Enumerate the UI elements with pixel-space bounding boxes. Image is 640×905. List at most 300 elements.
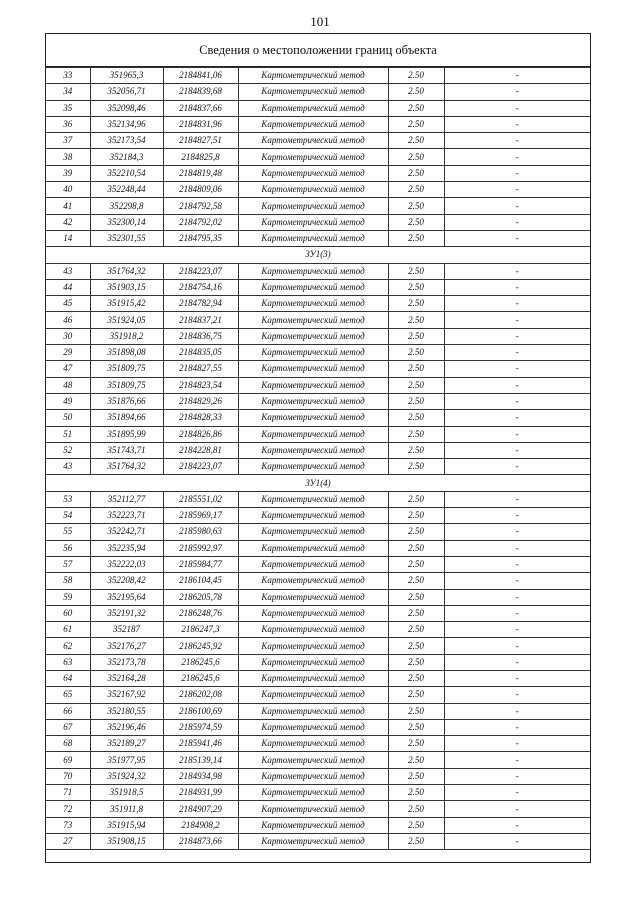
coord-y-cell: 2186248,76: [163, 605, 238, 621]
method-cell: Картометрический метод: [238, 100, 388, 116]
table-row: [46, 622, 590, 638]
accuracy-cell: 2.50: [388, 198, 444, 214]
table-row: [46, 165, 590, 181]
table-row: [46, 801, 590, 817]
coord-x-cell: 352098,46: [90, 100, 163, 116]
table-row: [46, 377, 590, 393]
point-number-cell: 49: [46, 393, 90, 409]
note-cell: -: [444, 100, 590, 116]
coord-x-cell: 351915,94: [90, 817, 163, 833]
coord-x-cell: 351918,5: [90, 785, 163, 801]
point-number-cell: 54: [46, 508, 90, 524]
method-cell: Картометрический метод: [238, 133, 388, 149]
point-number-cell: 43: [46, 263, 90, 279]
note-cell: -: [444, 638, 590, 654]
note-cell: -: [444, 133, 590, 149]
accuracy-cell: 2.50: [388, 214, 444, 230]
accuracy-cell: 2.50: [388, 312, 444, 328]
coord-y-cell: 2184825,8: [163, 149, 238, 165]
table-row: [46, 817, 590, 833]
method-cell: Картометрический метод: [238, 230, 388, 246]
method-cell: Картометрический метод: [238, 524, 388, 540]
point-number-cell: 67: [46, 719, 90, 735]
accuracy-cell: 2.50: [388, 687, 444, 703]
table-row: [46, 410, 590, 426]
coord-x-cell: 351911,8: [90, 801, 163, 817]
method-cell: Картометрический метод: [238, 752, 388, 768]
note-cell: -: [444, 426, 590, 442]
coord-x-cell: 352167,92: [90, 687, 163, 703]
coord-y-cell: 2184827,55: [163, 361, 238, 377]
table-row: [46, 393, 590, 409]
point-number-cell: 38: [46, 149, 90, 165]
coord-x-cell: 351965,3: [90, 68, 163, 84]
table-row: [46, 540, 590, 556]
table-row: [46, 752, 590, 768]
coord-y-cell: 2184826,86: [163, 426, 238, 442]
coord-x-cell: 352056,71: [90, 84, 163, 100]
coord-y-cell: 2184831,96: [163, 116, 238, 132]
note-cell: -: [444, 703, 590, 719]
accuracy-cell: 2.50: [388, 230, 444, 246]
point-number-cell: 63: [46, 654, 90, 670]
point-number-cell: 53: [46, 491, 90, 507]
point-number-cell: 44: [46, 279, 90, 295]
accuracy-cell: 2.50: [388, 752, 444, 768]
method-cell: Картометрический метод: [238, 459, 388, 475]
coord-y-cell: 2184223,07: [163, 459, 238, 475]
coord-y-cell: 2184836,75: [163, 328, 238, 344]
note-cell: -: [444, 833, 590, 849]
coord-y-cell: 2184782,94: [163, 296, 238, 312]
coord-y-cell: 2184931,99: [163, 785, 238, 801]
note-cell: -: [444, 230, 590, 246]
note-cell: -: [444, 442, 590, 458]
point-number-cell: 55: [46, 524, 90, 540]
point-number-cell: 59: [46, 589, 90, 605]
note-cell: -: [444, 752, 590, 768]
method-cell: Картометрический метод: [238, 84, 388, 100]
coord-y-cell: 2186247,3: [163, 622, 238, 638]
coord-x-cell: 352189,27: [90, 736, 163, 752]
method-cell: Картометрический метод: [238, 345, 388, 361]
note-cell: -: [444, 589, 590, 605]
note-cell: -: [444, 817, 590, 833]
coord-y-cell: 2186100,69: [163, 703, 238, 719]
table-row: [46, 230, 590, 246]
coord-y-cell: 2184809,06: [163, 182, 238, 198]
table-row: [46, 459, 590, 475]
method-cell: Картометрический метод: [238, 719, 388, 735]
coord-x-cell: 351898,08: [90, 345, 163, 361]
note-cell: -: [444, 801, 590, 817]
coord-x-cell: 351924,32: [90, 768, 163, 784]
note-cell: -: [444, 785, 590, 801]
point-number-cell: 57: [46, 556, 90, 572]
point-number-cell: 62: [46, 638, 90, 654]
coord-x-cell: 351903,15: [90, 279, 163, 295]
table-row: [46, 670, 590, 686]
accuracy-cell: 2.50: [388, 622, 444, 638]
coordinates-table-body: [46, 68, 590, 850]
note-cell: -: [444, 263, 590, 279]
accuracy-cell: 2.50: [388, 768, 444, 784]
coord-x-cell: 352208,42: [90, 573, 163, 589]
accuracy-cell: 2.50: [388, 361, 444, 377]
note-cell: -: [444, 573, 590, 589]
note-cell: -: [444, 687, 590, 703]
accuracy-cell: 2.50: [388, 149, 444, 165]
table-row: [46, 345, 590, 361]
point-number-cell: 60: [46, 605, 90, 621]
coord-x-cell: 352134,96: [90, 116, 163, 132]
coord-y-cell: 2186104,45: [163, 573, 238, 589]
accuracy-cell: 2.50: [388, 182, 444, 198]
coord-y-cell: 2185974,59: [163, 719, 238, 735]
coord-y-cell: 2186245,92: [163, 638, 238, 654]
method-cell: Картометрический метод: [238, 377, 388, 393]
accuracy-cell: 2.50: [388, 426, 444, 442]
accuracy-cell: 2.50: [388, 84, 444, 100]
table-row: [46, 605, 590, 621]
coord-y-cell: 2185551,02: [163, 491, 238, 507]
coord-y-cell: 2186205,78: [163, 589, 238, 605]
table-row: [46, 508, 590, 524]
table-row: [46, 182, 590, 198]
coord-x-cell: 352180,55: [90, 703, 163, 719]
point-number-cell: 69: [46, 752, 90, 768]
table-row: [46, 198, 590, 214]
table-row: [46, 654, 590, 670]
method-cell: Картометрический метод: [238, 410, 388, 426]
coord-y-cell: 2184873,66: [163, 833, 238, 849]
accuracy-cell: 2.50: [388, 801, 444, 817]
point-number-cell: 65: [46, 687, 90, 703]
coord-x-cell: 351809,75: [90, 361, 163, 377]
coord-x-cell: 352173,78: [90, 654, 163, 670]
accuracy-cell: 2.50: [388, 508, 444, 524]
method-cell: Картометрический метод: [238, 670, 388, 686]
coord-y-cell: 2185980,63: [163, 524, 238, 540]
table-row: [46, 785, 590, 801]
table-row: [46, 312, 590, 328]
table-row: [46, 116, 590, 132]
coord-y-cell: 2185969,17: [163, 508, 238, 524]
coord-x-cell: 351977,95: [90, 752, 163, 768]
coord-x-cell: 352112,77: [90, 491, 163, 507]
coord-x-cell: 352164,28: [90, 670, 163, 686]
table-row: [46, 442, 590, 458]
coord-x-cell: 351895,99: [90, 426, 163, 442]
coord-y-cell: 2184795,35: [163, 230, 238, 246]
table-row: [46, 491, 590, 507]
coord-x-cell: 351876,66: [90, 393, 163, 409]
method-cell: Картометрический метод: [238, 279, 388, 295]
coord-y-cell: 2184827,51: [163, 133, 238, 149]
point-number-cell: 14: [46, 230, 90, 246]
accuracy-cell: 2.50: [388, 328, 444, 344]
coord-x-cell: 352242,71: [90, 524, 163, 540]
note-cell: -: [444, 279, 590, 295]
coord-x-cell: 352298,8: [90, 198, 163, 214]
method-cell: Картометрический метод: [238, 785, 388, 801]
coord-y-cell: 2184823,54: [163, 377, 238, 393]
method-cell: Картометрический метод: [238, 149, 388, 165]
accuracy-cell: 2.50: [388, 524, 444, 540]
note-cell: -: [444, 377, 590, 393]
point-number-cell: 64: [46, 670, 90, 686]
point-number-cell: 51: [46, 426, 90, 442]
point-number-cell: 72: [46, 801, 90, 817]
accuracy-cell: 2.50: [388, 833, 444, 849]
table-row: [46, 100, 590, 116]
accuracy-cell: 2.50: [388, 785, 444, 801]
coord-y-cell: 2184835,05: [163, 345, 238, 361]
method-cell: Картометрический метод: [238, 817, 388, 833]
table-row: [46, 703, 590, 719]
note-cell: -: [444, 622, 590, 638]
accuracy-cell: 2.50: [388, 736, 444, 752]
coord-x-cell: 351918,2: [90, 328, 163, 344]
coord-y-cell: 2184839,68: [163, 84, 238, 100]
table-row: [46, 328, 590, 344]
accuracy-cell: 2.50: [388, 540, 444, 556]
note-cell: -: [444, 296, 590, 312]
coord-y-cell: 2184837,21: [163, 312, 238, 328]
point-number-cell: 73: [46, 817, 90, 833]
note-cell: -: [444, 182, 590, 198]
table-row: [46, 719, 590, 735]
coord-x-cell: 352191,32: [90, 605, 163, 621]
note-cell: -: [444, 345, 590, 361]
accuracy-cell: 2.50: [388, 817, 444, 833]
table-row: [46, 133, 590, 149]
method-cell: Картометрический метод: [238, 508, 388, 524]
accuracy-cell: 2.50: [388, 459, 444, 475]
table-row: [46, 687, 590, 703]
note-cell: -: [444, 459, 590, 475]
note-cell: -: [444, 605, 590, 621]
point-number-cell: 48: [46, 377, 90, 393]
point-number-cell: 27: [46, 833, 90, 849]
method-cell: Картометрический метод: [238, 540, 388, 556]
method-cell: Картометрический метод: [238, 214, 388, 230]
coord-x-cell: 351915,42: [90, 296, 163, 312]
coord-y-cell: 2185139,14: [163, 752, 238, 768]
note-cell: -: [444, 361, 590, 377]
accuracy-cell: 2.50: [388, 410, 444, 426]
page-number: 101: [310, 14, 330, 29]
coord-x-cell: 352235,94: [90, 540, 163, 556]
coord-x-cell: 352222,03: [90, 556, 163, 572]
coord-y-cell: 2184837,66: [163, 100, 238, 116]
coord-y-cell: 2186245,6: [163, 670, 238, 686]
method-cell: Картометрический метод: [238, 605, 388, 621]
coord-x-cell: 352223,71: [90, 508, 163, 524]
note-cell: -: [444, 84, 590, 100]
point-number-cell: 29: [46, 345, 90, 361]
coord-x-cell: 352196,46: [90, 719, 163, 735]
point-number-cell: 50: [46, 410, 90, 426]
method-cell: Картометрический метод: [238, 442, 388, 458]
coord-x-cell: 351764,32: [90, 459, 163, 475]
point-number-cell: 45: [46, 296, 90, 312]
note-cell: -: [444, 165, 590, 181]
table-row: [46, 279, 590, 295]
accuracy-cell: 2.50: [388, 279, 444, 295]
coord-y-cell: 2186245,6: [163, 654, 238, 670]
coord-x-cell: 352187: [90, 622, 163, 638]
document-frame: [45, 33, 591, 863]
table-row: [46, 84, 590, 100]
method-cell: Картометрический метод: [238, 312, 388, 328]
coord-y-cell: 2184829,26: [163, 393, 238, 409]
table-row: [46, 833, 590, 849]
method-cell: Картометрический метод: [238, 736, 388, 752]
coord-x-cell: 352210,54: [90, 165, 163, 181]
coord-x-cell: 352176,27: [90, 638, 163, 654]
point-number-cell: 68: [46, 736, 90, 752]
accuracy-cell: 2.50: [388, 556, 444, 572]
method-cell: Картометрический метод: [238, 687, 388, 703]
coord-x-cell: 351743,71: [90, 442, 163, 458]
coord-x-cell: 352195,64: [90, 589, 163, 605]
accuracy-cell: 2.50: [388, 345, 444, 361]
note-cell: -: [444, 68, 590, 84]
note-cell: -: [444, 670, 590, 686]
note-cell: -: [444, 556, 590, 572]
table-row: [46, 573, 590, 589]
point-number-cell: 30: [46, 328, 90, 344]
table-row: [46, 736, 590, 752]
note-cell: -: [444, 198, 590, 214]
table-row: [46, 426, 590, 442]
coord-x-cell: 351764,32: [90, 263, 163, 279]
method-cell: Картометрический метод: [238, 361, 388, 377]
coord-y-cell: 2184841,06: [163, 68, 238, 84]
method-cell: Картометрический метод: [238, 198, 388, 214]
table-row: [46, 524, 590, 540]
table-row: [46, 556, 590, 572]
coord-y-cell: 2184228,81: [163, 442, 238, 458]
coord-y-cell: 2185941,46: [163, 736, 238, 752]
point-number-cell: 61: [46, 622, 90, 638]
method-cell: Картометрический метод: [238, 426, 388, 442]
accuracy-cell: 2.50: [388, 116, 444, 132]
coord-x-cell: 352173,54: [90, 133, 163, 149]
coordinates-table: [46, 67, 590, 850]
accuracy-cell: 2.50: [388, 133, 444, 149]
accuracy-cell: 2.50: [388, 68, 444, 84]
note-cell: -: [444, 736, 590, 752]
coord-x-cell: 351894,66: [90, 410, 163, 426]
accuracy-cell: 2.50: [388, 638, 444, 654]
coord-x-cell: 351908,15: [90, 833, 163, 849]
point-number-cell: 35: [46, 100, 90, 116]
method-cell: Картометрический метод: [238, 182, 388, 198]
method-cell: Картометрический метод: [238, 491, 388, 507]
note-cell: -: [444, 393, 590, 409]
accuracy-cell: 2.50: [388, 165, 444, 181]
accuracy-cell: 2.50: [388, 589, 444, 605]
coord-y-cell: 2186202,08: [163, 687, 238, 703]
section-row: [46, 247, 590, 263]
accuracy-cell: 2.50: [388, 377, 444, 393]
table-row: [46, 263, 590, 279]
method-cell: Картометрический метод: [238, 263, 388, 279]
accuracy-cell: 2.50: [388, 654, 444, 670]
coord-y-cell: 2184792,02: [163, 214, 238, 230]
accuracy-cell: 2.50: [388, 605, 444, 621]
note-cell: -: [444, 654, 590, 670]
coord-y-cell: 2184792,58: [163, 198, 238, 214]
table-row: [46, 149, 590, 165]
note-cell: -: [444, 540, 590, 556]
table-row: [46, 214, 590, 230]
point-number-cell: 52: [46, 442, 90, 458]
coord-x-cell: 352184,3: [90, 149, 163, 165]
method-cell: Картометрический метод: [238, 768, 388, 784]
point-number-cell: 33: [46, 68, 90, 84]
coord-y-cell: 2185984,77: [163, 556, 238, 572]
point-number-cell: 34: [46, 84, 90, 100]
method-cell: Картометрический метод: [238, 556, 388, 572]
method-cell: Картометрический метод: [238, 638, 388, 654]
coord-x-cell: 351809,75: [90, 377, 163, 393]
method-cell: Картометрический метод: [238, 589, 388, 605]
coord-y-cell: 2184828,33: [163, 410, 238, 426]
note-cell: -: [444, 768, 590, 784]
section-label: ЗУ1(3): [46, 247, 590, 263]
method-cell: Картометрический метод: [238, 393, 388, 409]
point-number-cell: 36: [46, 116, 90, 132]
point-number-cell: 43: [46, 459, 90, 475]
note-cell: -: [444, 491, 590, 507]
section-row: [46, 475, 590, 491]
coord-y-cell: 2184754,16: [163, 279, 238, 295]
point-number-cell: 40: [46, 182, 90, 198]
point-number-cell: 66: [46, 703, 90, 719]
table-row: [46, 296, 590, 312]
point-number-cell: 41: [46, 198, 90, 214]
method-cell: Картометрический метод: [238, 165, 388, 181]
method-cell: Картометрический метод: [238, 573, 388, 589]
note-cell: -: [444, 116, 590, 132]
method-cell: Картометрический метод: [238, 68, 388, 84]
method-cell: Картометрический метод: [238, 296, 388, 312]
point-number-cell: 71: [46, 785, 90, 801]
table-row: [46, 589, 590, 605]
table-row: [46, 638, 590, 654]
note-cell: -: [444, 214, 590, 230]
accuracy-cell: 2.50: [388, 719, 444, 735]
accuracy-cell: 2.50: [388, 573, 444, 589]
point-number-cell: 42: [46, 214, 90, 230]
accuracy-cell: 2.50: [388, 263, 444, 279]
note-cell: -: [444, 149, 590, 165]
note-cell: -: [444, 410, 590, 426]
accuracy-cell: 2.50: [388, 491, 444, 507]
coord-y-cell: 2184934,98: [163, 768, 238, 784]
point-number-cell: 47: [46, 361, 90, 377]
point-number-cell: 46: [46, 312, 90, 328]
coord-x-cell: 352301,55: [90, 230, 163, 246]
point-number-cell: 70: [46, 768, 90, 784]
point-number-cell: 58: [46, 573, 90, 589]
coord-y-cell: 2184819,48: [163, 165, 238, 181]
method-cell: Картометрический метод: [238, 622, 388, 638]
method-cell: Картометрический метод: [238, 801, 388, 817]
